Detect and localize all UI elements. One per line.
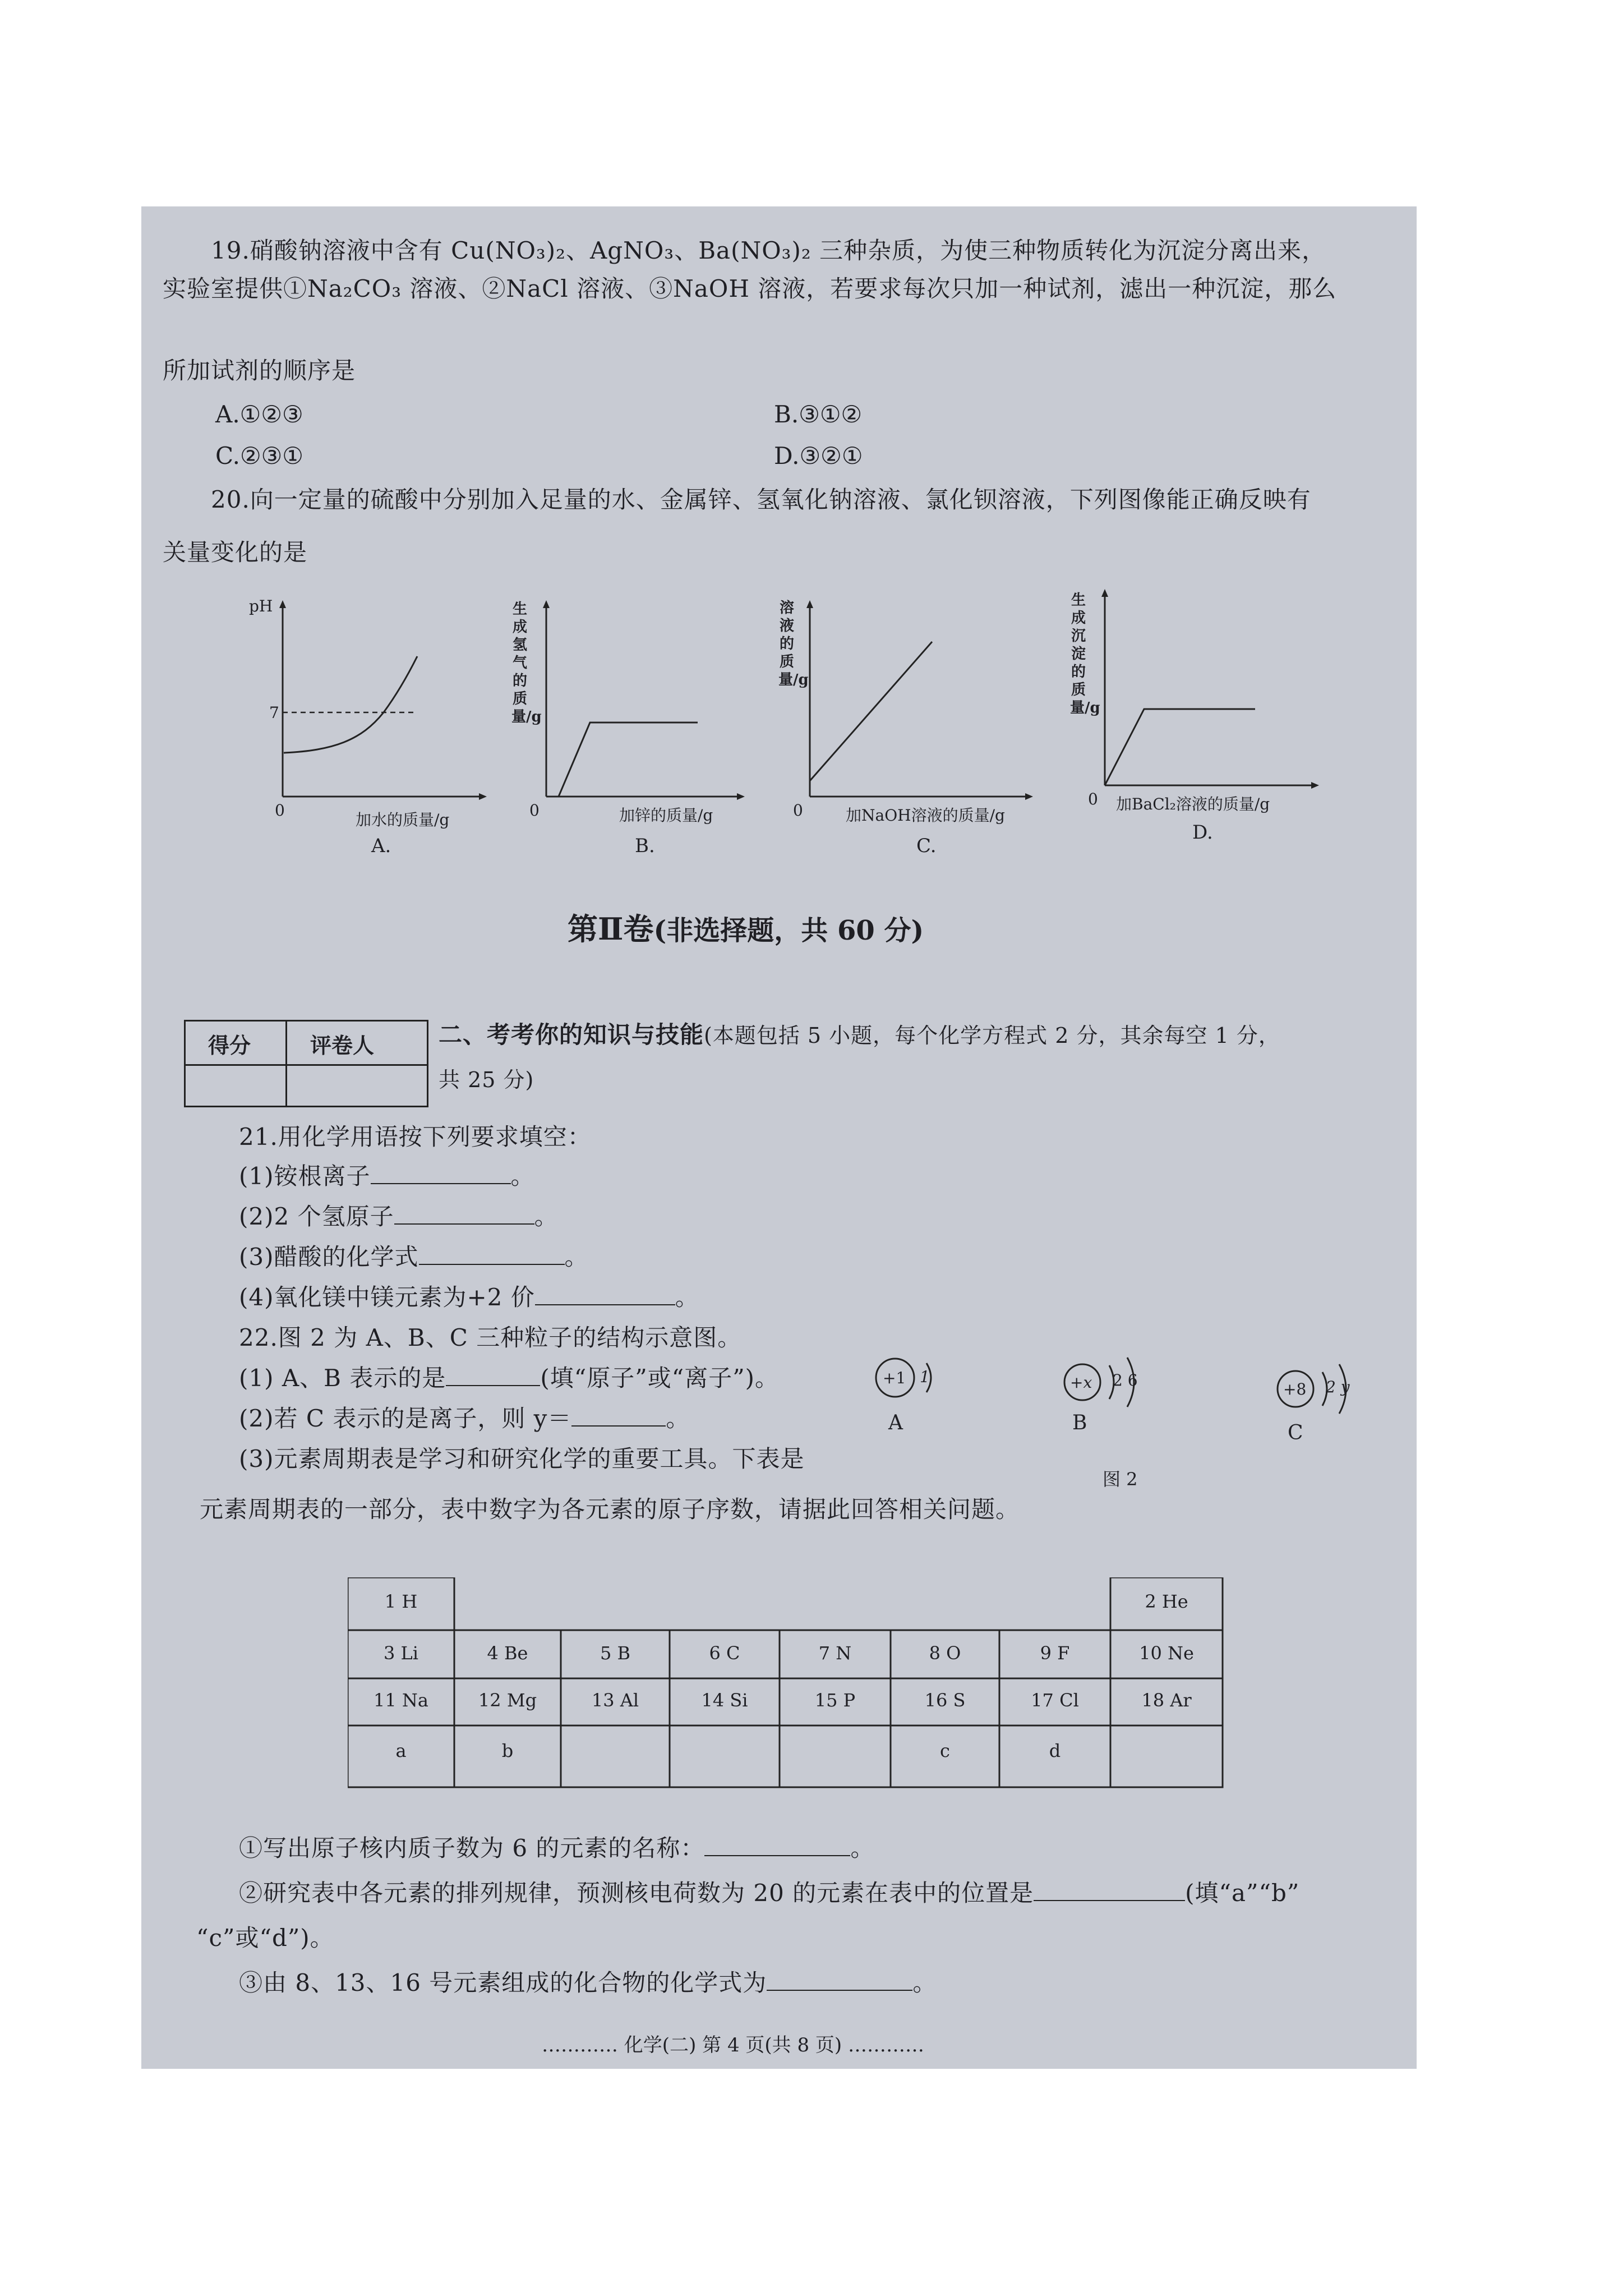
graph-b-xlabel: 加锌的质量/g — [619, 806, 713, 825]
graph-d — [1066, 589, 1324, 844]
q19-line3: 所加试剂的顺序是 — [163, 357, 356, 384]
q21-blank4[interactable] — [535, 1285, 675, 1305]
graph-b — [507, 600, 748, 857]
pt-cell-d-slot: d — [1049, 1740, 1061, 1761]
pt-cell-h: 1 H — [384, 1591, 418, 1612]
q22-blank-a[interactable] — [704, 1836, 850, 1856]
q22-part3b: 元素周期表的一部分，表中数字为各元素的原子序数，请据此回答相关问题。 — [200, 1496, 1020, 1523]
q20-line2: 关量变化的是 — [163, 539, 308, 566]
part2-title: 第Ⅱ卷(非选择题，共 60 分) — [568, 911, 924, 947]
q22-blank-b[interactable] — [1034, 1881, 1185, 1901]
graph-a — [249, 597, 496, 857]
graph-b-ylabel: 生成氢气的质量/g — [511, 601, 542, 725]
graph-c — [773, 600, 1042, 857]
q22-blank-c[interactable] — [767, 1971, 912, 1991]
q21-item4: (4)氧化镁中镁元素为+2 价 。 — [239, 1283, 699, 1311]
pt-cell-mg: 12 Mg — [478, 1690, 537, 1711]
q22-part3a: (3)元素周期表是学习和研究化学的重要工具。下表是 — [239, 1445, 805, 1473]
graph-b-origin: 0 — [529, 801, 540, 820]
atom-a-shells: 1 — [920, 1368, 930, 1386]
pt-cell-b: 5 B — [600, 1642, 631, 1664]
pt-cell-n: 7 N — [818, 1642, 852, 1664]
graph-a-svg — [249, 600, 496, 802]
pt-cell-b-slot: b — [501, 1740, 514, 1761]
q22-sub-a: ①写出原子核内质子数为 6 的元素的名称： 。 — [239, 1834, 875, 1862]
q22-part2: (2)若 C 表示的是离子，则 y＝ 。 — [239, 1405, 690, 1432]
graph-d-xlabel: 加BaCl₂溶液的质量/g — [1116, 795, 1270, 813]
graph-c-svg — [773, 600, 1042, 802]
q19-option-a[interactable]: A.①②③ — [215, 401, 303, 428]
q22-sub-b: ②研究表中各元素的排列规律，预测核电荷数为 20 的元素在表中的位置是 (填“a”“b” — [239, 1879, 1300, 1907]
score-input[interactable] — [189, 1068, 282, 1103]
graph-a-xlabel: 加水的质量/g — [356, 811, 450, 829]
graph-d-caption: D. — [1192, 821, 1213, 844]
pt-cell-he: 2 He — [1145, 1591, 1188, 1612]
pt-cell-cl: 17 Cl — [1031, 1690, 1079, 1711]
pt-cell-al: 13 Al — [591, 1690, 639, 1711]
q21-blank3[interactable] — [419, 1245, 565, 1265]
pt-cell-be: 4 Be — [487, 1642, 528, 1664]
score-table — [184, 1020, 428, 1107]
pt-cell-p: 15 P — [814, 1690, 856, 1711]
pt-cell-f: 9 F — [1040, 1642, 1070, 1664]
pt-cell-ar: 18 Ar — [1141, 1690, 1192, 1711]
graph-b-caption: B. — [635, 835, 655, 857]
q19-option-b[interactable]: B.③①② — [774, 401, 863, 428]
atom-c-nucleus: +8 — [1283, 1380, 1307, 1398]
q19-line1: 19.硝酸钠溶液中含有 Cu(NO₃)₂、AgNO₃、Ba(NO₃)₂ 三种杂质，为使三种物质转化为沉淀分离出来， — [211, 237, 1326, 264]
pt-cell-a: a — [395, 1740, 407, 1761]
q22-blank2[interactable] — [571, 1406, 666, 1427]
q19-option-d[interactable]: D.③②① — [774, 442, 863, 470]
pt-cell-o: 8 O — [929, 1642, 961, 1664]
graph-b-svg — [507, 600, 748, 802]
graph-a-seven: 7 — [269, 703, 279, 722]
q22-part1: (1) A、B 表示的是 (填“原子”或“离子”)。 — [239, 1364, 780, 1392]
score-table-col1: 得分 — [208, 1033, 251, 1058]
atom-b-shells: 2 6 — [1113, 1371, 1138, 1389]
q19-option-c[interactable]: C.②③① — [215, 442, 303, 470]
periodic-table — [348, 1577, 1227, 1791]
section2-heading-line: 二、考考你的知识与技能(本题包括 5 小题，每个化学方程式 2 分，其余每空 1 分， — [439, 1021, 1280, 1048]
figure2-caption: 图 2 — [1103, 1469, 1138, 1490]
pt-cell-si: 14 Si — [701, 1690, 748, 1711]
pt-cell-s: 16 S — [924, 1690, 966, 1711]
atom-b-nucleus: +x — [1070, 1373, 1092, 1392]
graph-d-origin: 0 — [1088, 790, 1098, 808]
graph-a-ylabel: pH — [249, 597, 273, 615]
page-footer: ………… 化学(二) 第 4 页(共 8 页) ………… — [542, 2034, 924, 2056]
q22-sub-b-cont: “c”或“d”)。 — [196, 1924, 334, 1952]
graph-c-origin: 0 — [793, 801, 803, 820]
pt-cell-c: 6 C — [709, 1642, 740, 1664]
score-table-col2: 评卷人 — [310, 1033, 375, 1058]
atom-b-label: B — [1072, 1411, 1087, 1434]
section2-note2: 共 25 分) — [439, 1068, 534, 1092]
q22-sub-c: ③由 8、13、16 号元素组成的化合物的化学式为 。 — [239, 1969, 937, 1996]
q21-stem: 21.用化学用语按下列要求填空： — [239, 1123, 592, 1151]
graph-d-svg — [1066, 589, 1324, 791]
pt-cell-na: 11 Na — [374, 1690, 428, 1711]
graph-a-origin: 0 — [275, 801, 285, 820]
q21-item1: (1)铵根离子 。 — [239, 1162, 535, 1190]
graph-d-ylabel: 生成沉淀的质量/g — [1070, 592, 1100, 716]
atom-c — [1273, 1358, 1368, 1453]
graph-c-ylabel: 溶液的质量/g — [778, 600, 809, 688]
q22-stem: 22.图 2 为 A、B、C 三种粒子的结构示意图。 — [239, 1324, 742, 1351]
grader-input[interactable] — [290, 1068, 423, 1103]
atom-a-label: A — [888, 1411, 903, 1434]
q19-line2: 实验室提供①Na₂CO₃ 溶液、②NaCl 溶液、③NaOH 溶液，若要求每次只加一种试剂，滤出一种沉淀，那么 — [163, 275, 1337, 302]
pt-cell-li: 3 Li — [383, 1642, 418, 1664]
atom-a-nucleus: +1 — [883, 1369, 906, 1387]
atom-b — [1060, 1349, 1155, 1444]
q21-blank1[interactable] — [371, 1164, 511, 1184]
atom-a — [873, 1349, 951, 1444]
q20-line1: 20.向一定量的硫酸中分别加入足量的水、金属锌、氢氧化钠溶液、氯化钡溶液，下列图像能正确反映有 — [211, 486, 1311, 513]
graph-c-caption: C. — [916, 835, 937, 857]
atom-c-label: C — [1288, 1421, 1303, 1444]
q21-blank2[interactable] — [394, 1204, 534, 1225]
pt-cell-ne: 10 Ne — [1139, 1642, 1194, 1664]
q21-item3: (3)醋酸的化学式 。 — [239, 1243, 589, 1271]
atom-c-shells: 2 y — [1326, 1378, 1350, 1396]
pt-cell-c-slot: c — [940, 1740, 950, 1761]
q22-blank1[interactable] — [446, 1366, 540, 1386]
graph-a-caption: A. — [371, 835, 391, 857]
graph-c-xlabel: 加NaOH溶液的质量/g — [846, 806, 1005, 825]
q21-item2: (2)2 个氢原子 。 — [239, 1203, 559, 1230]
